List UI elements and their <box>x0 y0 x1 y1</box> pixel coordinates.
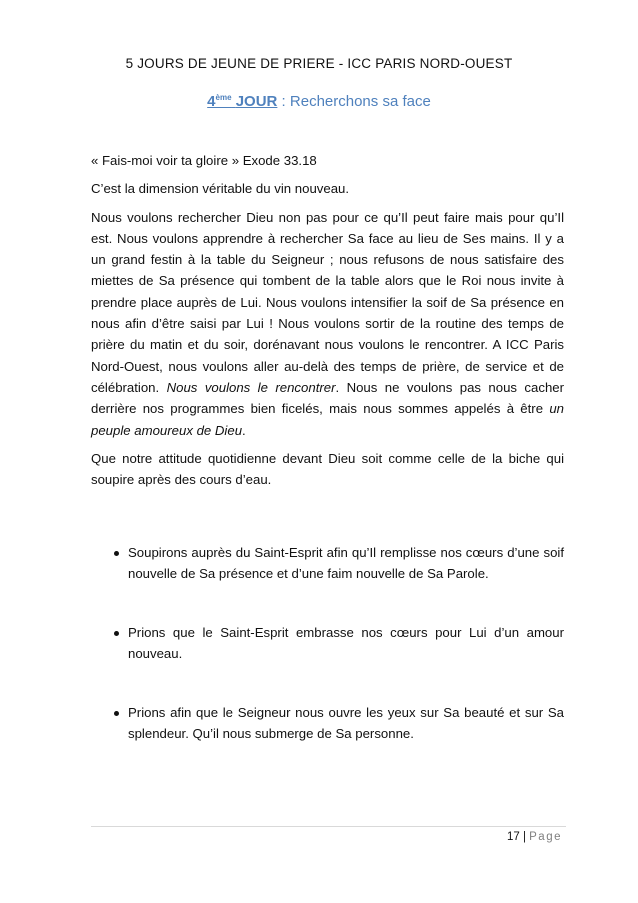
day-label <box>207 93 277 110</box>
intro-sentence: C’est la dimension véritable du vin nouveau. <box>91 181 350 197</box>
list-item-text: Soupirons auprès du Saint-Esprit afin qu’Il remplisse nos cœurs d’une soif nouvelle de Sa présence et d’une faim nouvelle de Sa Parole. <box>128 545 564 582</box>
footer-separator: | <box>522 831 526 843</box>
day-subtitle <box>0 93 638 110</box>
main-paragraph-text: Nous voulons rechercher Dieu non pas pour ce qu’Il peut faire mais pour qu’Il est. Nous voulons apprendre à rechercher Sa face au lieu de Ses mains. Il y a un grand festin à la table du Seigneur ; nous refusons de nous satisfaire des miettes de Sa présence qui tombent de la table alors que le Roi nous invite à prendre place auprès de Lui. Nous voulons intensifier la soif de Sa présence en nous afin d’être saisi par Lui ! Nous voulons sortir de la routine des temps de prière du matin et du soir, dorénavant nous voulons le rencontrer. A ICC Paris Nord-Ouest, nous voulons aller au-delà des temps de prière, de service et de célébration. <box>91 209 564 395</box>
verse-reference: « Fais-moi voir ta gloire » Exode 33.18 <box>91 153 317 168</box>
list-item <box>91 542 564 585</box>
list-item <box>91 622 564 665</box>
page-number: 17 <box>506 831 520 843</box>
list-item-text: Prions afin que le Seigneur nous ouvre les yeux sur Sa beauté et sur Sa splendeur. Qu’il nous submerge de Sa personne. <box>128 705 564 742</box>
list-item-text: Prions que le Saint-Esprit embrasse nos cœurs pour Lui d’un amour nouveau. <box>128 625 564 662</box>
closing-paragraph: Que notre attitude quotidienne devant Dieu soit comme celle de la biche qui soupire après des cours d’eau. <box>91 450 564 488</box>
bullet-icon <box>114 631 119 636</box>
main-paragraph <box>91 207 564 441</box>
main-paragraph-italic-2: un peuple amoureux de Dieu <box>91 401 564 438</box>
bullet-icon <box>114 711 119 716</box>
main-paragraph-end: . <box>242 422 246 438</box>
day-theme: : Recherchons sa face <box>277 93 431 110</box>
page-footer <box>507 831 562 843</box>
main-paragraph-middle: . Nous ne voulons pas nous cacher derrière nos programmes bien ficelés, mais nous sommes appelés à être <box>91 379 565 417</box>
day-ordinal-suffix: ème <box>215 93 232 102</box>
footer-divider <box>91 826 566 827</box>
page-label: Page <box>529 831 562 843</box>
body-text <box>91 150 564 497</box>
document-header: 5 JOURS DE JEUNE DE PRIERE - ICC PARIS NORD-OUEST <box>125 56 513 71</box>
list-item <box>91 702 564 745</box>
day-word: JOUR <box>235 93 278 110</box>
day-number: 4 <box>207 93 216 110</box>
main-paragraph-italic-1: Nous voulons le rencontrer <box>166 379 336 395</box>
bullet-icon <box>114 551 119 556</box>
